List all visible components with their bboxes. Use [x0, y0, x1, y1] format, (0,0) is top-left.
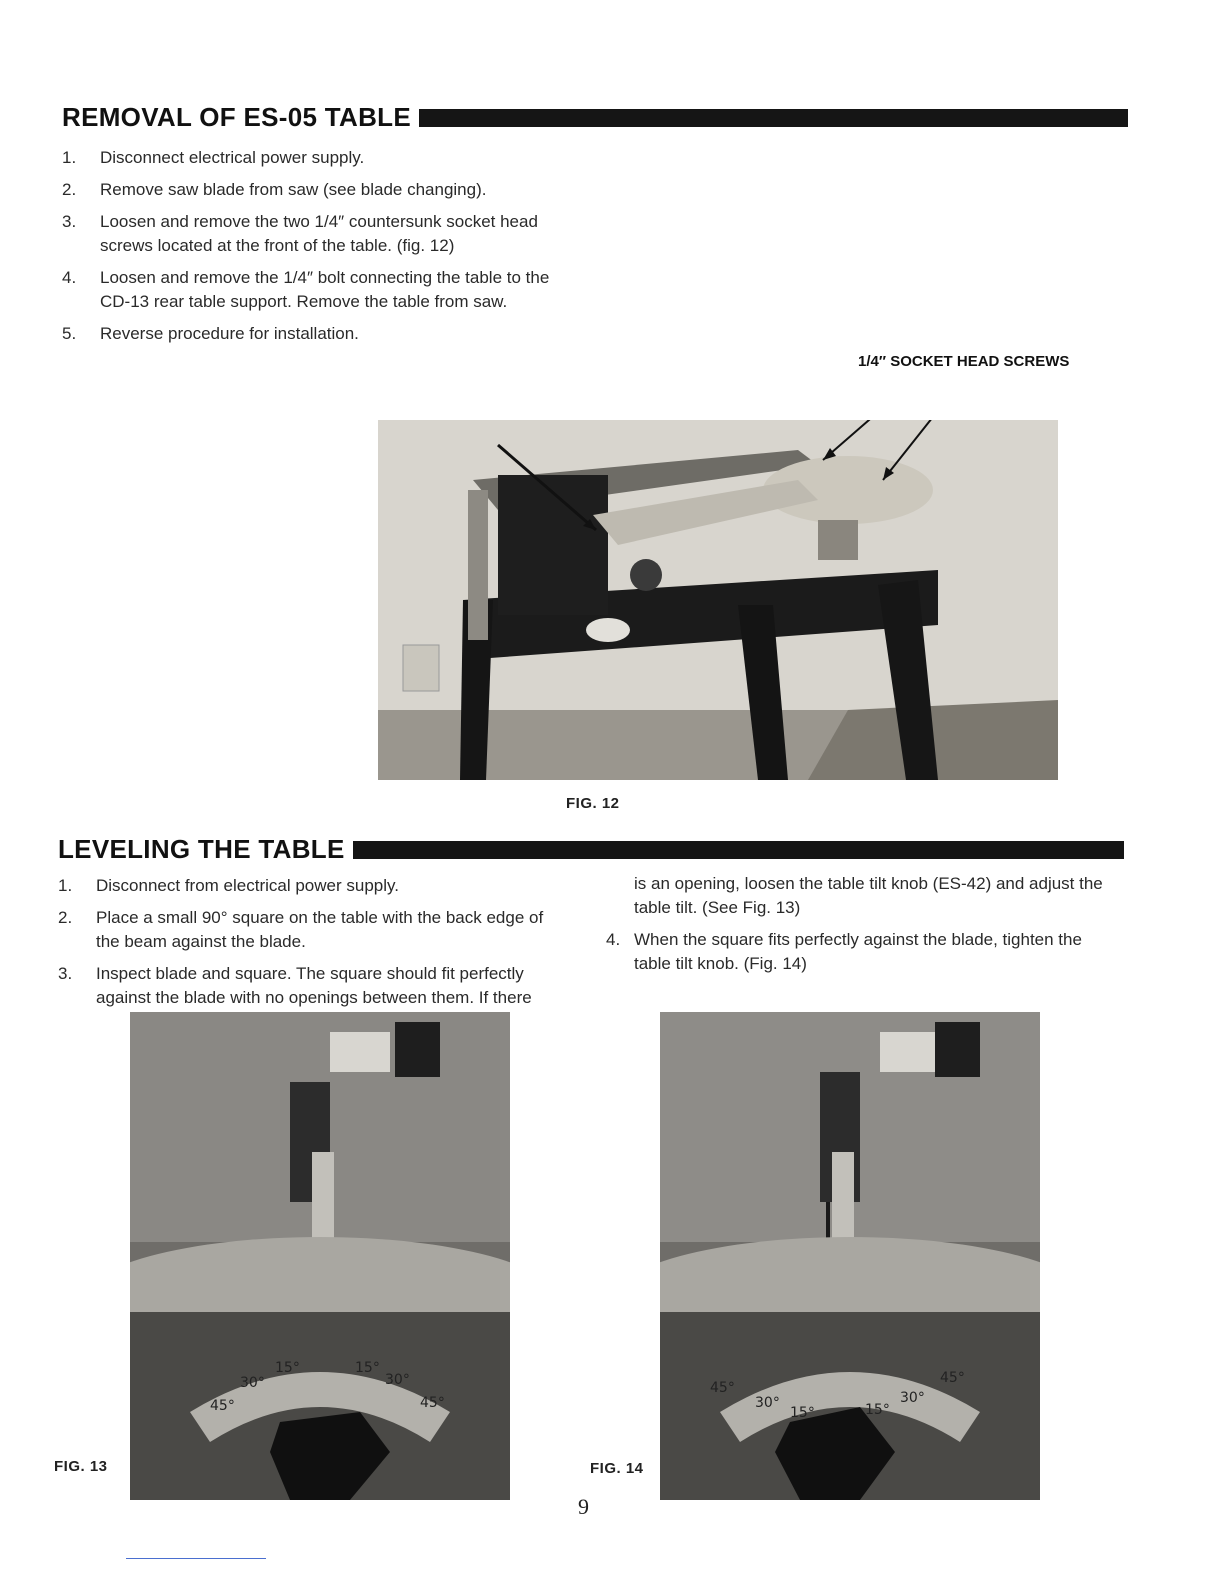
section-title: REMOVAL OF ES-05 TABLE: [62, 102, 411, 132]
scale-label: 30°: [240, 1375, 265, 1391]
page-number: 9: [578, 1494, 589, 1519]
scale-label: 15°: [275, 1360, 300, 1376]
list-item: 3. Loosen and remove the two 1/4″ countersunk socket head screws located at the front of the table. (fig. 12): [62, 212, 538, 255]
scale-label: 45°: [940, 1370, 965, 1386]
list-item: 2. Place a small 90° square on the table with the back edge of the beam against the blade.: [58, 908, 544, 951]
fig12-photo: [378, 420, 1058, 780]
removal-steps: [62, 146, 582, 354]
fig13-caption: FIG. 13: [54, 1458, 108, 1475]
table-tilt-photo: [130, 1012, 510, 1500]
scale-label: 15°: [865, 1402, 890, 1418]
leveling-steps-right: [596, 872, 1116, 976]
fig14-caption: FIG. 14: [590, 1460, 644, 1477]
heading-rule: [419, 109, 1128, 127]
callout-socket-screws: 1/4″ SOCKET HEAD SCREWS: [858, 353, 1070, 370]
scale-label: 45°: [210, 1398, 235, 1414]
scale-label: 15°: [790, 1405, 815, 1421]
section-title: LEVELING THE TABLE: [58, 834, 345, 864]
scale-label: 45°: [710, 1380, 735, 1396]
table-tilt-photo: [660, 1012, 1040, 1500]
fig14-photo: [660, 1012, 1040, 1500]
list-item: 1. Disconnect from electrical power supply.: [58, 876, 399, 895]
continuation-text: is an opening, loosen the table tilt knob (ES-42) and adjust the table tilt. (See Fig. 13): [634, 874, 1103, 917]
list-item: 2. Remove saw blade from saw (see blade changing).: [62, 180, 487, 199]
section-heading-removal: [62, 102, 1128, 133]
fig12-caption: FIG. 12: [566, 795, 620, 812]
scroll-saw-illustration: [378, 420, 1058, 780]
list-item: 1. Disconnect electrical power supply.: [62, 148, 365, 167]
scale-label: 15°: [355, 1360, 380, 1376]
scale-label: 30°: [755, 1395, 780, 1411]
list-item: 4. Loosen and remove the 1/4″ bolt connecting the table to the CD-13 rear table support. Remove the table from saw.: [62, 268, 550, 311]
list-item: 4. When the square fits perfectly against the blade, tighten the table tilt knob. (Fig. 14): [606, 930, 1082, 973]
list-item: 3. Inspect blade and square. The square should fit perfectly against the blade with no openings between them. If there: [58, 964, 532, 1007]
list-item: 5. Reverse procedure for installation.: [62, 324, 359, 343]
scale-label: 30°: [385, 1372, 410, 1388]
fig13-photo: [130, 1012, 510, 1500]
footer-rule: [126, 1558, 266, 1559]
scale-label: 30°: [900, 1390, 925, 1406]
leveling-steps-left: [58, 874, 568, 1018]
heading-rule: [353, 841, 1124, 859]
scale-label: 45°: [420, 1395, 445, 1411]
section-heading-leveling: [58, 834, 1124, 865]
